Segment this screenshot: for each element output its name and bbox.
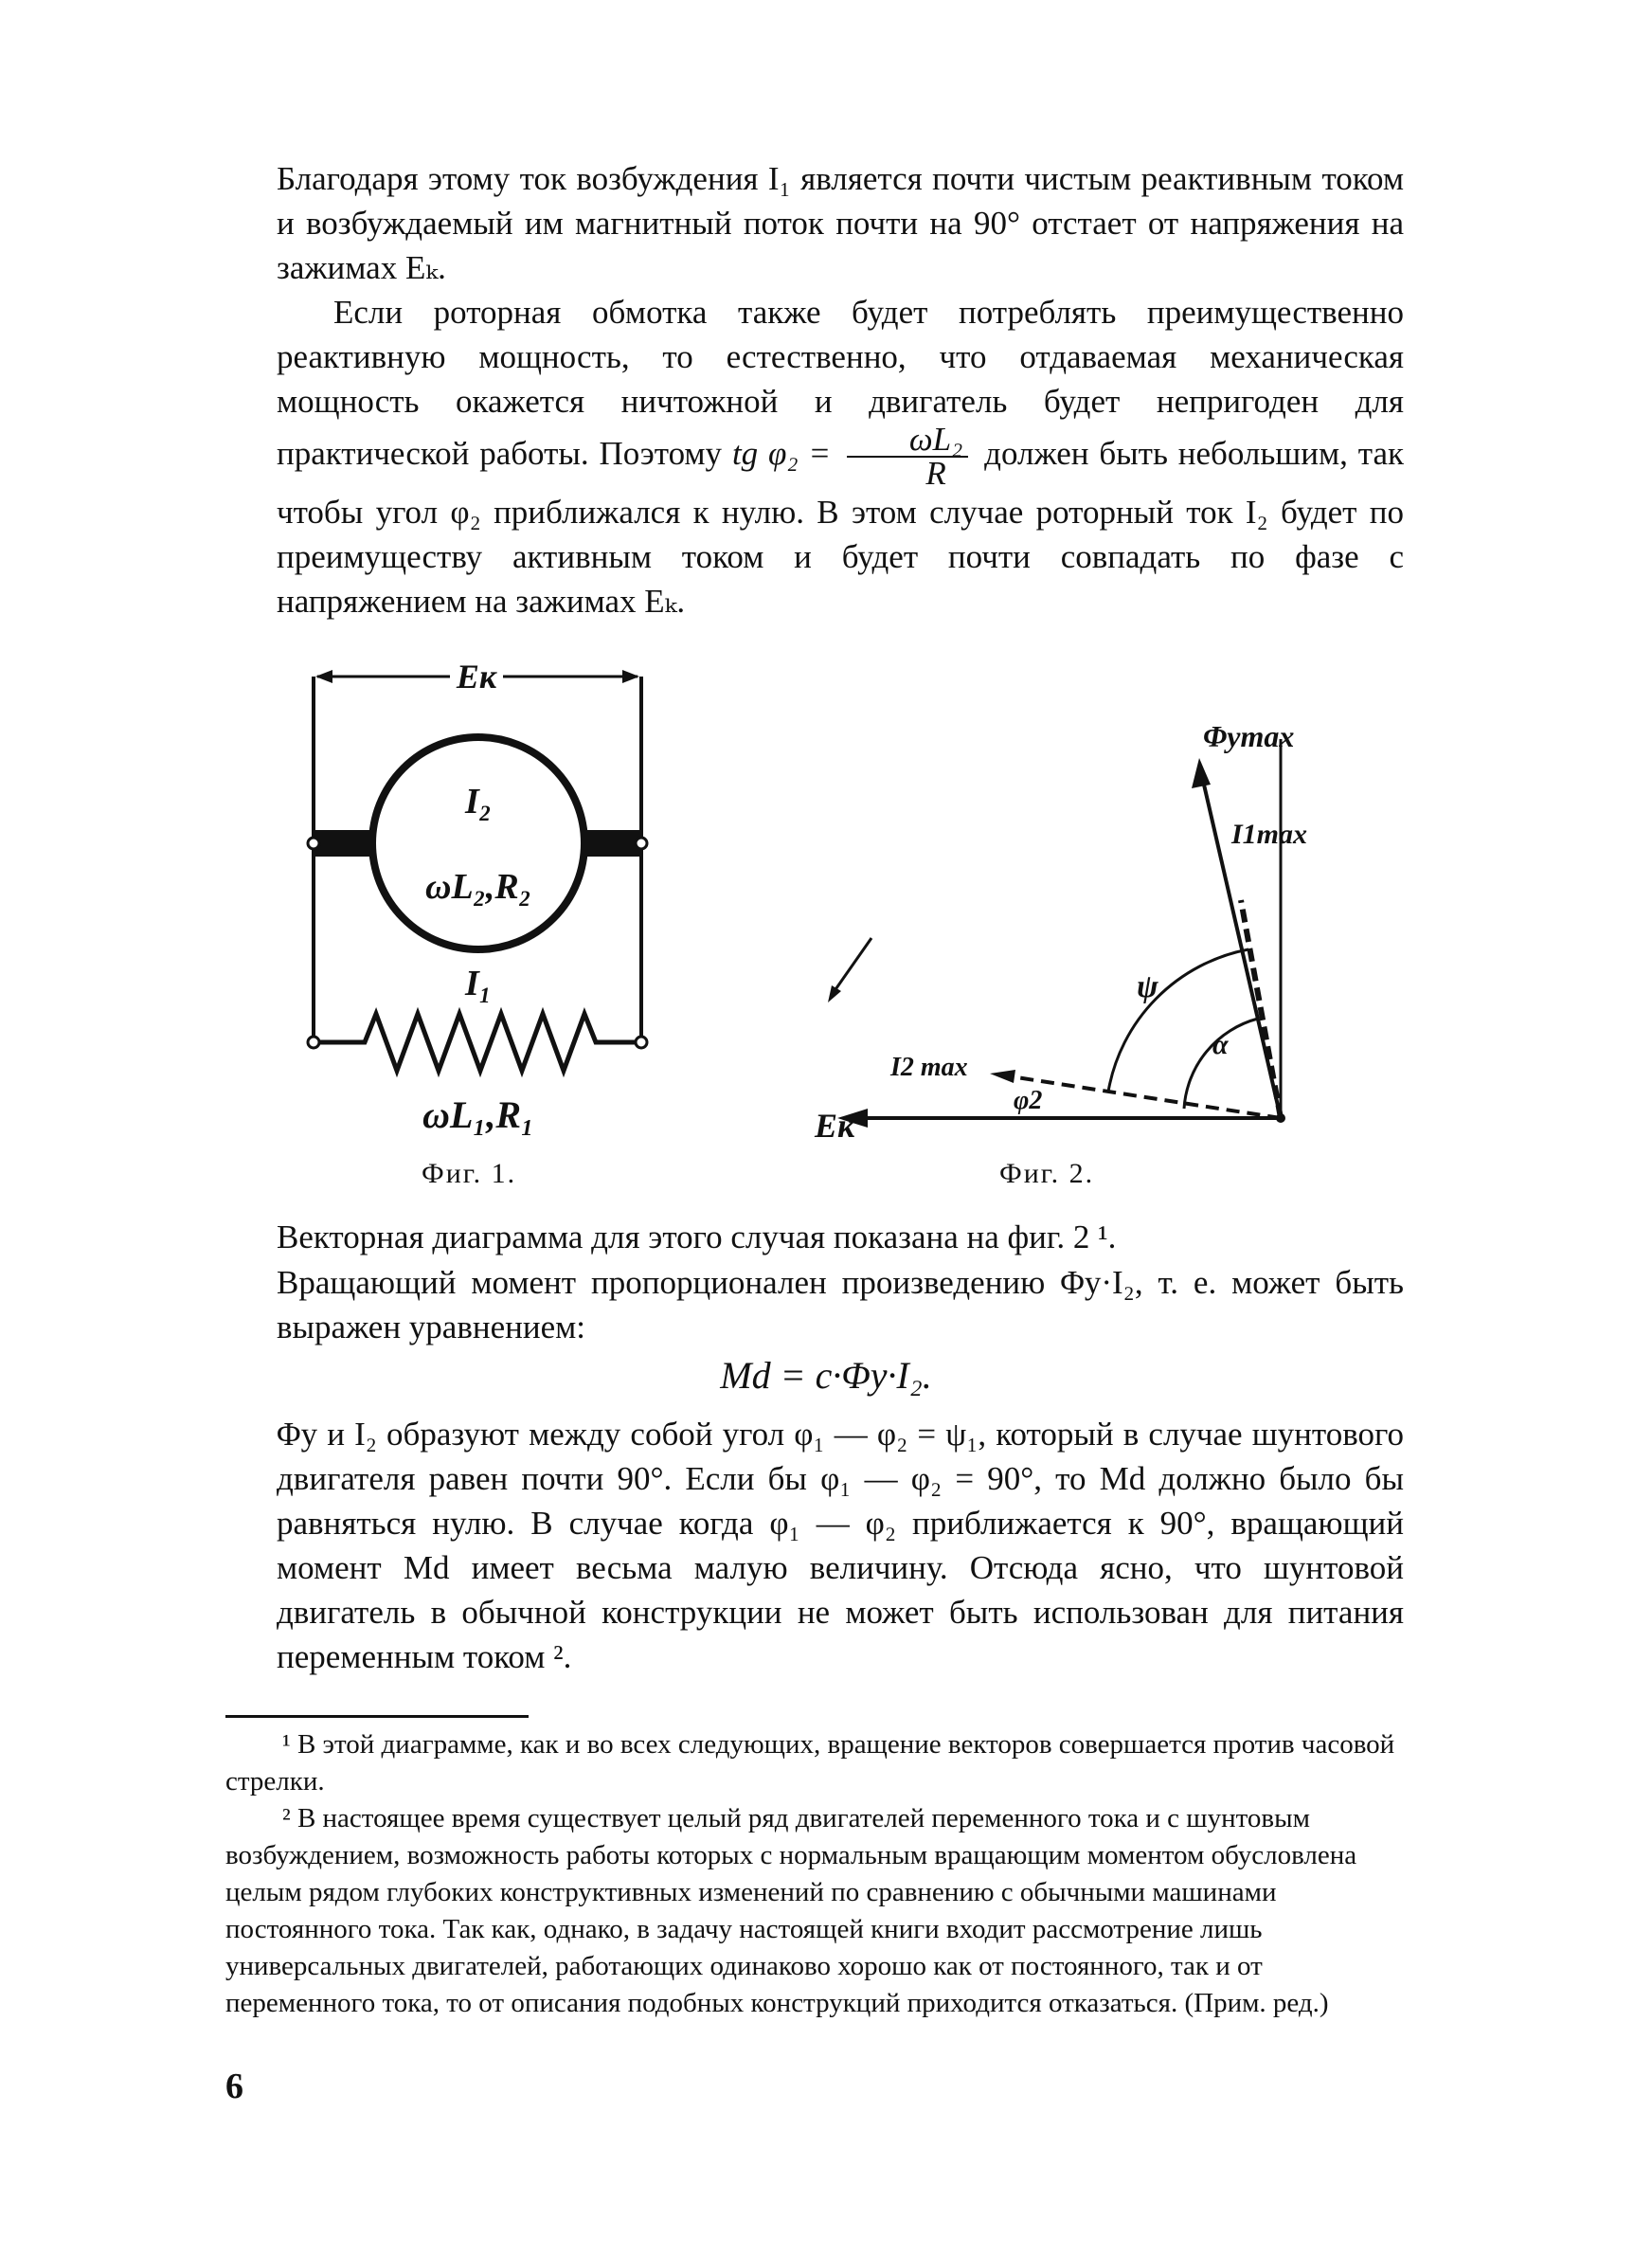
- footnote-separator: [225, 1715, 529, 1718]
- paragraph-4: Вращающий момент пропорционален произведению Φy·I₂, т. е. может быть выражен уравнением:: [277, 1264, 1404, 1345]
- fig2-label-i2max: I2 max: [890, 1053, 968, 1082]
- paragraph-2-end: должен быть небольшим, так чтобы угол φ₂ приближался к нулю. В этом случае роторный ток I₂ будет по преимуществу активным током и будет почти совпадать по фазе с напряжением на зажимах Eₖ.: [277, 435, 1405, 620]
- psi-angle-arc: [1108, 949, 1248, 1092]
- formula-lhs: tg φ₂ =: [731, 435, 832, 473]
- i2max-vector: [1004, 1075, 1281, 1118]
- figure-1-caption: Фиг. 1.: [422, 1158, 517, 1189]
- formula-numerator: ωL₂: [847, 424, 968, 458]
- formula-denominator: R: [925, 455, 946, 492]
- paragraph-1: Благодаря этому ток возбуждения I₁ является почти чистым реактивным током и возбуждаемый им магнитный поток почти на 90° отстает от напряжения на зажимах Eₖ.: [277, 160, 1404, 286]
- fig2-label-flux: Φymax: [1203, 719, 1295, 753]
- fig2-label-phi2: φ2: [1014, 1086, 1043, 1115]
- page-number: 6: [225, 2067, 243, 2106]
- i2max-arrow-icon: [990, 1070, 1015, 1083]
- rotation-direction-mark: [832, 938, 871, 995]
- right-brush: [581, 830, 641, 857]
- paragraph-3: Векторная диаграмма для этого случая показана на фиг. 2 ¹.: [277, 1219, 1117, 1255]
- flux-arrow-icon: [1192, 758, 1211, 788]
- figure-2-diagram: [796, 701, 1326, 1147]
- figure-1-diagram: [298, 654, 658, 1147]
- paragraph-5: Φy и I₂ образуют между собой угол φ₁ — φ₂ = ψ₁, который в случае шунтового двигателя равен почти 90°. Если бы φ₁ — φ₂ = 90°, то Md должно было бы равняться нулю. В случае когда φ₁ — φ₂ приближается к 90°, вращающий момент Md имеет весьма малую величину. Отсюда ясно, что шунтовой двигатель в обычной конструкции не может быть использован для питания переменным током ².: [277, 1416, 1404, 1675]
- fig2-label-alpha: α: [1212, 1029, 1229, 1060]
- inline-formula: [731, 421, 984, 492]
- torque-equation: Md = c·Φy·I₂.: [720, 1354, 932, 1397]
- arrow-right-icon: [622, 670, 639, 683]
- fig2-label-ek: Eк: [815, 1107, 855, 1145]
- field-coil-resistor: [314, 1014, 641, 1071]
- fig2-label-psi: ψ: [1137, 969, 1158, 1004]
- fig1-label-ek: Eк: [456, 658, 497, 695]
- paragraph-2: [277, 290, 1404, 623]
- fig1-label-i1: I₁: [464, 964, 493, 1003]
- footnote-2: ² В настоящее время существует целый ряд двигателей переменного тока и с шунтовым возбуждением, возможность работы которых с нормальным вращающим моментом обусловлена целым рядом глубоких конструктивных изменений по сравнению с обычными машинами постоянного тока. Так как, однако, в задачу настоящей книги входит рассмотрение лишь универсальных двигателей, работающих одинаково хорошо как от постоянного, так и от переменного тока, то от описания подобных конструкций приходится отказаться. (Прим. ред.): [225, 1803, 1357, 2018]
- rotation-arrow-icon: [828, 985, 841, 1002]
- arrow-left-icon: [315, 670, 332, 683]
- left-brush: [314, 830, 374, 857]
- fig2-label-i1max: I1max: [1231, 819, 1308, 850]
- paragraph-2-start: Если роторная обмотка также будет потреблять преимущественно реактивную мощность, то естественно, что отдаваемая механическая мощность окажется ничтожной и двигатель будет непригоден для практической работы. Поэтому: [277, 294, 1404, 473]
- figure-2-caption: Фиг. 2.: [999, 1158, 1095, 1189]
- rotor-circle: [372, 737, 584, 949]
- footnote-1: ¹ В этой диаграмме, как и во всех следующих, вращение векторов совершается против часовой стрелки.: [225, 1729, 1395, 1797]
- fig1-label-i2: I₂: [464, 782, 493, 822]
- fig1-label-rotor-params: ωL₂,R₂: [424, 867, 532, 907]
- fig1-label-field-params: ωL₁,R₁: [422, 1093, 534, 1136]
